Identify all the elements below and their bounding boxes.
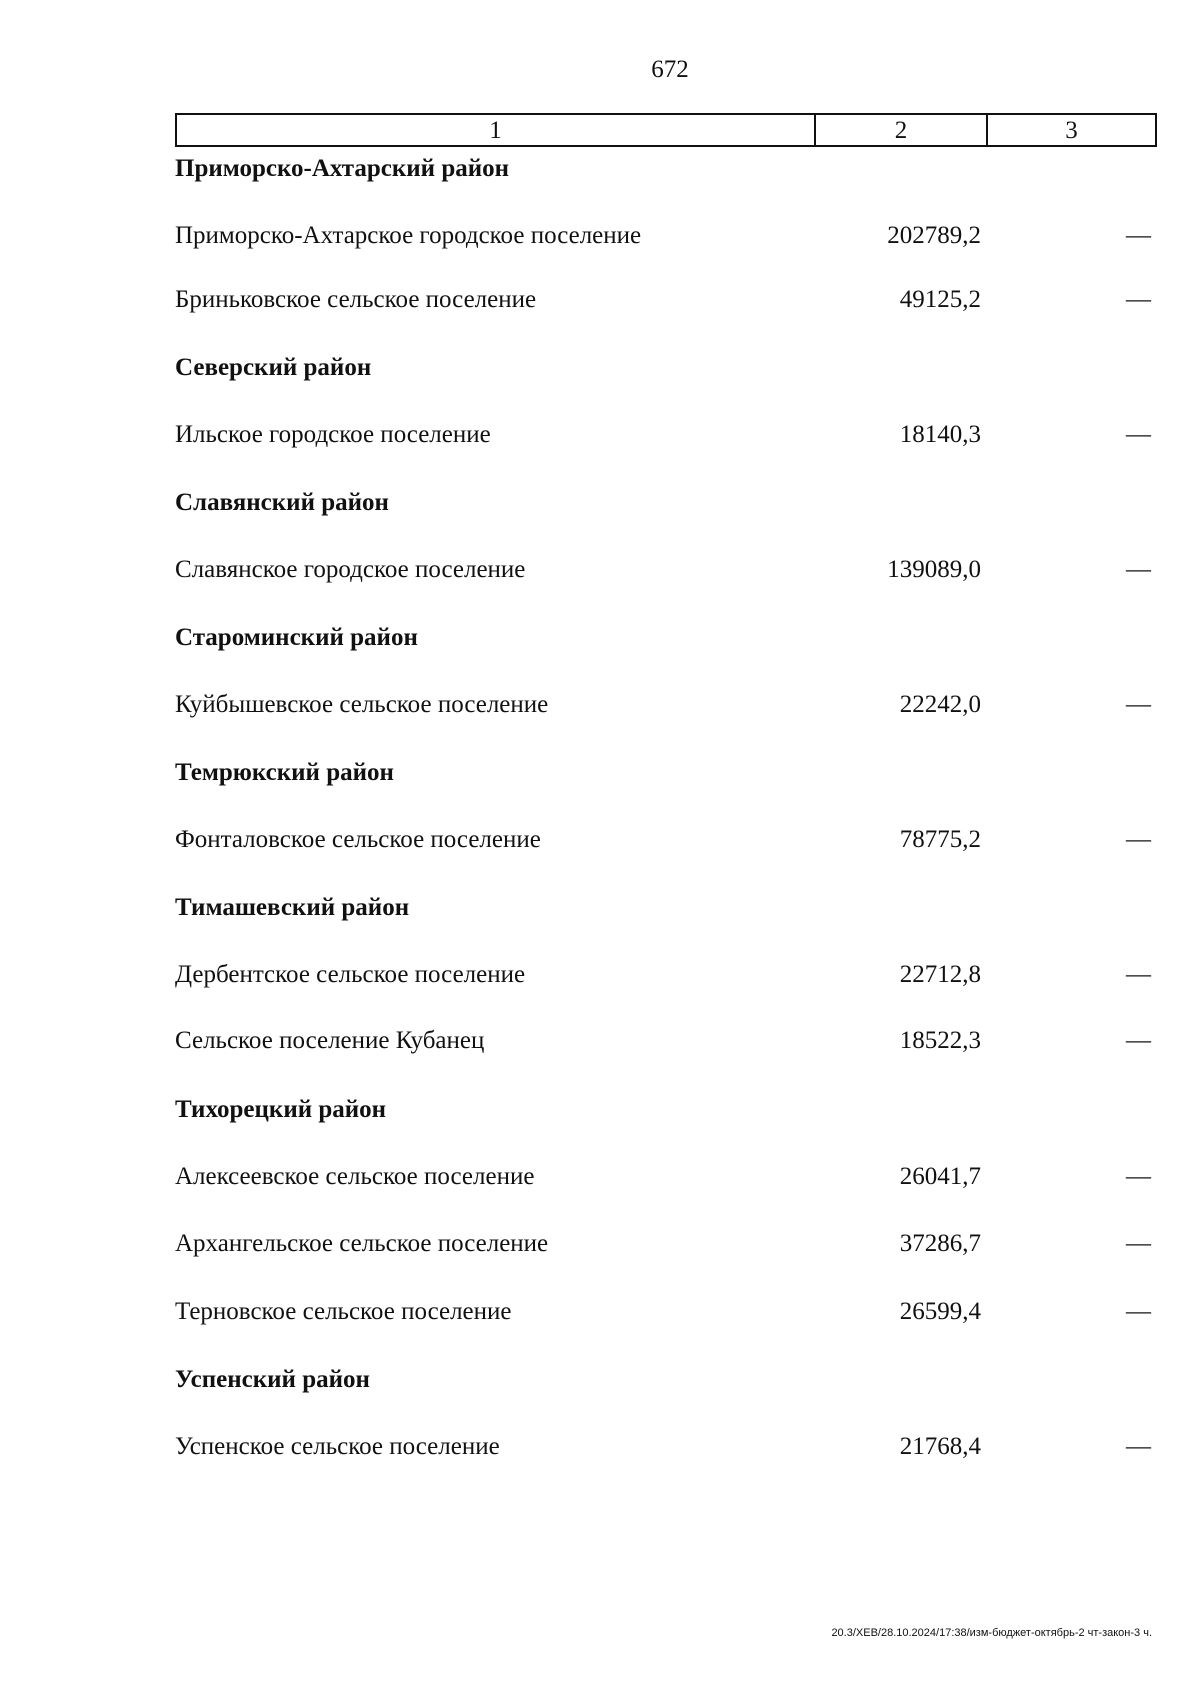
district-name: Тихорецкий район — [175, 1096, 387, 1123]
settlement-name: Успенское сельское поселение — [175, 1433, 500, 1460]
table-row — [175, 1295, 1157, 1329]
col3-cell: — — [1126, 1433, 1151, 1460]
district-name: Приморско-Ахтарский район — [175, 155, 510, 182]
table-row — [175, 1024, 1157, 1058]
col3-cell: — — [1126, 421, 1151, 448]
table-header — [175, 113, 1157, 147]
district-heading-row — [175, 486, 1157, 520]
district-heading-row — [175, 1093, 1157, 1127]
amount-cell: 139089,0 — [887, 556, 981, 583]
amount-cell: 78775,2 — [899, 826, 981, 853]
table-row — [175, 688, 1157, 722]
table-header-col-2: 2 — [816, 115, 988, 145]
settlement-name: Дербентское сельское поселение — [175, 961, 526, 988]
amount-cell: 26041,7 — [899, 1163, 981, 1190]
settlement-name: Куйбышевское сельское поселение — [175, 691, 549, 718]
footer-stamp: 20.3/ХЕВ/28.10.2024/17:38/изм-бюджет-октябрь-2 чт-закон-3 ч. — [831, 1627, 1152, 1639]
settlement-name: Алексеевское сельское поселение — [175, 1163, 535, 1190]
col3-cell: — — [1126, 286, 1151, 313]
col3-cell: — — [1126, 691, 1151, 718]
col3-cell: — — [1126, 222, 1151, 249]
district-heading-row — [175, 756, 1157, 790]
col3-cell: — — [1126, 1298, 1151, 1325]
col3-cell: — — [1126, 826, 1151, 853]
table-header-col-1: 1 — [177, 115, 816, 145]
settlement-name: Фонталовское сельское поселение — [175, 826, 541, 853]
page-number: 672 — [651, 56, 689, 83]
district-heading-row — [175, 152, 1157, 186]
col3-cell: — — [1126, 1230, 1151, 1257]
amount-cell: 22242,0 — [899, 691, 981, 718]
amount-cell: 18522,3 — [899, 1027, 981, 1054]
table-row — [175, 219, 1157, 253]
district-heading-row — [175, 621, 1157, 655]
amount-cell: 26599,4 — [899, 1298, 981, 1325]
settlement-name: Сельское поселение Кубанец — [175, 1027, 485, 1054]
amount-cell: 49125,2 — [899, 286, 981, 313]
col3-cell: — — [1126, 1163, 1151, 1190]
table-row — [175, 418, 1157, 452]
table-row — [175, 1160, 1157, 1194]
settlement-name: Бриньковское сельское поселение — [175, 286, 537, 313]
amount-cell: 202789,2 — [887, 222, 981, 249]
col3-cell: — — [1126, 961, 1151, 988]
district-name: Темрюкский район — [175, 759, 394, 786]
amount-cell: 22712,8 — [899, 961, 981, 988]
amount-cell: 21768,4 — [899, 1433, 981, 1460]
settlement-name: Ильское городское поселение — [175, 421, 491, 448]
settlement-name: Архангельское сельское поселение — [175, 1230, 549, 1257]
district-name: Староминский район — [175, 624, 418, 651]
table-row — [175, 1227, 1157, 1261]
table-row — [175, 1430, 1157, 1464]
settlement-name: Славянское городское поселение — [175, 556, 526, 583]
district-name: Успенский район — [175, 1366, 370, 1393]
district-heading-row — [175, 1363, 1157, 1397]
district-name: Северский район — [175, 354, 372, 381]
col3-cell: — — [1126, 1027, 1151, 1054]
district-heading-row — [175, 891, 1157, 925]
table-row — [175, 553, 1157, 587]
settlement-name: Терновское сельское поселение — [175, 1298, 512, 1325]
amount-cell: 37286,7 — [899, 1230, 981, 1257]
settlement-name: Приморско-Ахтарское городское поселение — [175, 222, 642, 249]
district-name: Славянский район — [175, 489, 389, 516]
district-heading-row — [175, 351, 1157, 385]
table-row — [175, 823, 1157, 857]
col3-cell: — — [1126, 556, 1151, 583]
amount-cell: 18140,3 — [899, 421, 981, 448]
table-header-col-3: 3 — [1065, 117, 1078, 144]
table-row — [175, 958, 1157, 992]
district-name: Тимашевский район — [175, 894, 410, 921]
table-row — [175, 283, 1157, 317]
